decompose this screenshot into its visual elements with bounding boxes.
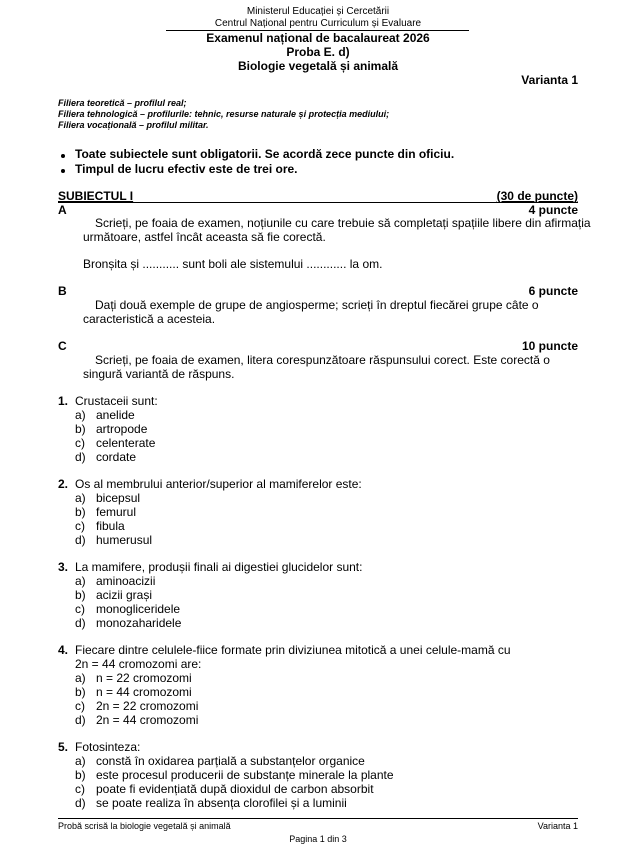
instruction-text: singură variantă de răspuns. — [83, 367, 235, 381]
option-letter: b) — [75, 588, 86, 602]
option-letter: d) — [75, 533, 86, 547]
instruction-text: Scrieți, pe foaia de examen, noțiunile cu care trebuie să completați spațiile libere din afirmația — [95, 216, 591, 230]
question-text: La mamifere, produșii finali ai digestiei glucidelor sunt: — [75, 560, 363, 574]
question-text: Os al membrului anterior/superior al mamiferelor este: — [75, 477, 362, 491]
option-letter: d) — [75, 796, 86, 810]
option-letter: b) — [75, 505, 86, 519]
option-letter: c) — [75, 699, 85, 713]
question-number: 2. — [58, 477, 69, 491]
section-letter: A — [58, 203, 67, 217]
option-text: bicepsul — [96, 491, 141, 505]
option-letter: c) — [75, 519, 85, 533]
option-text: 2n = 22 cromozomi — [96, 699, 199, 713]
variant-label: Varianta 1 — [521, 73, 578, 87]
option-text: monogliceridele — [96, 602, 181, 616]
option-text: anelide — [96, 408, 135, 422]
subject-heading: SUBIECTUL I — [58, 189, 134, 203]
option-letter: a) — [75, 408, 86, 422]
option-letter: a) — [75, 491, 86, 505]
option-letter: a) — [75, 671, 86, 685]
proba-title: Proba E. d) — [286, 45, 350, 59]
footer-right: Varianta 1 — [537, 821, 578, 831]
instruction-text: Dați două exemple de grupe de angiosperme; scrieți în dreptul fiecărei grupe câte o — [95, 298, 539, 312]
option-letter: d) — [75, 713, 86, 727]
option-letter: b) — [75, 422, 86, 436]
question-number: 1. — [58, 394, 69, 408]
rule-item: Timpul de lucru efectiv este de trei ore. — [75, 162, 298, 176]
section-letter: C — [58, 339, 67, 353]
option-text: n = 44 cromozomi — [96, 685, 192, 699]
option-letter: c) — [75, 436, 85, 450]
option-text: n = 22 cromozomi — [96, 671, 192, 685]
footer-rule — [58, 818, 578, 819]
question-number: 4. — [58, 643, 69, 657]
instruction-text: Scrieți, pe foaia de examen, litera corespunzătoare răspunsului corect. Este corectă o — [95, 353, 550, 367]
page-number: Pagina 1 din 3 — [289, 834, 347, 844]
question-text: Crustaceii sunt: — [75, 394, 158, 408]
footer-left: Probă scrisă la biologie vegetală și animală — [58, 821, 231, 831]
statement-text: Bronșita și ........... sunt boli ale sistemului ............ la om. — [83, 257, 383, 271]
option-text: acizii grași — [96, 588, 153, 602]
option-text: celenterate — [96, 436, 156, 450]
option-text: humerusul — [96, 533, 153, 547]
option-letter: d) — [75, 616, 86, 630]
instruction-text: următoare, astfel încât aceasta să fie corectă. — [83, 230, 326, 244]
option-text: monozaharidele — [96, 616, 182, 630]
section-points: 10 puncte — [521, 339, 578, 353]
subject-title: Biologie vegetală și animală — [237, 59, 399, 73]
question-text: Fiecare dintre celulele-fiice formate prin diviziunea mitotică a unei celule-mamă cu — [75, 643, 511, 657]
option-text: poate fi evidențiată după dioxidul de carbon absorbit — [96, 782, 374, 796]
option-letter: d) — [75, 450, 86, 464]
option-letter: c) — [75, 602, 85, 616]
section-points: 4 puncte — [528, 203, 578, 217]
option-text: aminoacizii — [96, 574, 156, 588]
center-name: Centrul Național pentru Curriculum și Evaluare — [214, 18, 422, 29]
option-text: cordate — [96, 450, 137, 464]
option-text: fibula — [96, 519, 125, 533]
option-letter: a) — [75, 754, 86, 768]
bullet-icon — [61, 154, 65, 158]
option-letter: a) — [75, 574, 86, 588]
question-text: Fotosinteza: — [75, 740, 141, 754]
section-points: 6 puncte — [528, 284, 578, 298]
filiera-line: Filiera vocațională – profilul militar. — [58, 120, 209, 130]
question-text: 2n = 44 cromozomi are: — [75, 657, 202, 671]
question-number: 5. — [58, 740, 69, 754]
option-text: este procesul producerii de substanțe minerale la plante — [96, 768, 394, 782]
exam-title: Examenul național de bacalaureat 2026 — [206, 31, 430, 45]
option-text: artropode — [96, 422, 148, 436]
ministry-name: Ministerul Educației și Cercetării — [246, 6, 390, 17]
rule-item: Toate subiectele sunt obligatorii. Se acordă zece puncte din oficiu. — [75, 147, 455, 161]
option-text: 2n = 44 cromozomi — [96, 713, 199, 727]
option-letter: b) — [75, 685, 86, 699]
subject-points: (30 de puncte) — [496, 189, 578, 203]
subject-underline — [58, 202, 578, 203]
option-text: constă în oxidarea parțială a substanțelor organice — [96, 754, 365, 768]
option-letter: c) — [75, 782, 85, 796]
filiera-line: Filiera teoretică – profilul real; — [58, 98, 187, 108]
option-text: se poate realiza în absența clorofilei și a luminii — [96, 796, 347, 810]
option-text: femurul — [96, 505, 137, 519]
option-letter: b) — [75, 768, 86, 782]
filiera-line: Filiera tehnologică – profilurile: tehnic, resurse naturale și protecția mediului; — [58, 109, 390, 119]
question-number: 3. — [58, 560, 69, 574]
bullet-icon — [61, 169, 65, 173]
section-letter: B — [58, 284, 67, 298]
instruction-text: caracteristică a acesteia. — [83, 312, 216, 326]
